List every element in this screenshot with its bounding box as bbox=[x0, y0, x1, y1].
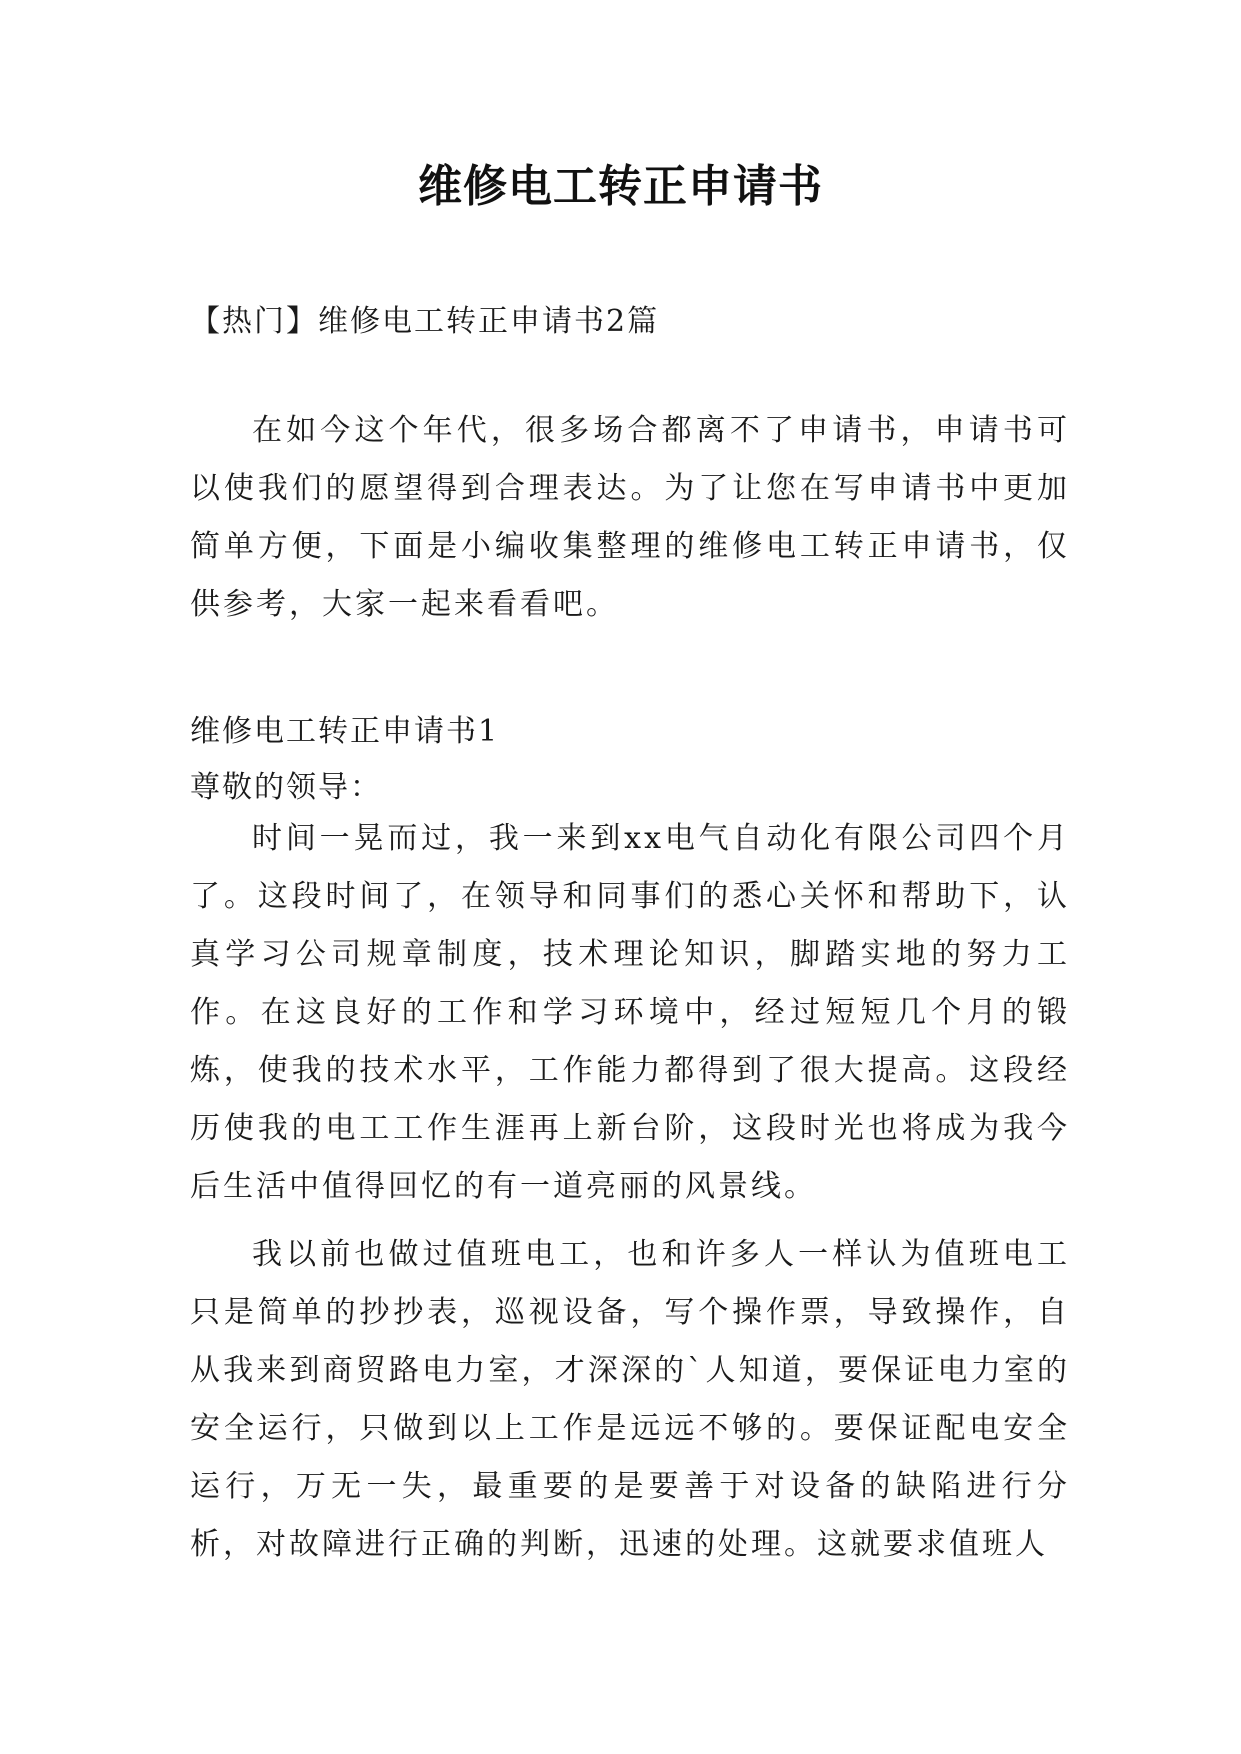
body-paragraph: 时间一晃而过，我一来到xx电气自动化有限公司四个月了。这段时间了，在领导和同事们的悉心关怀和帮助下，认真学习公司规章制度，技术理论知识，脚踏实地的努力工作。在这良好的工作和学习环境中，经过短短几个月的锻炼，使我的技术水平，工作能力都得到了很大提高。这段经历使我的电工工作生涯再上新台阶，这段时光也将成为我今后生活中值得回忆的有一道亮丽的风景线。 bbox=[190, 821, 1070, 1204]
document-title: 维修电工转正申请书 bbox=[418, 161, 823, 212]
salutation: 尊敬的领导： bbox=[190, 770, 382, 805]
intro-paragraph: 在如今这个年代，很多场合都离不了申请书，申请书可以使我们的愿望得到合理表达。为了让您在写申请书中更加简单方便，下面是小编收集整理的维修电工转正申请书，仅供参考，大家一起来看看吧。 bbox=[190, 413, 1070, 622]
body-paragraph: 我以前也做过值班电工，也和许多人一样认为值班电工只是简单的抄抄表，巡视设备，写个操作票，导致操作，自从我来到商贸路电力室，才深深的`人知道，要保证电力室的安全运行，只做到以上工作是远远不够的。要保证配电安全运行，万无一失，最重要的是要善于对设备的缺陷进行分析，对故障进行正确的判断，迅速的处理。这就要求值班人 bbox=[190, 1237, 1070, 1562]
section-heading: 维修电工转正申请书1 bbox=[190, 714, 500, 749]
document-subtitle: 【热门】维修电工转正申请书2篇 bbox=[190, 304, 660, 339]
